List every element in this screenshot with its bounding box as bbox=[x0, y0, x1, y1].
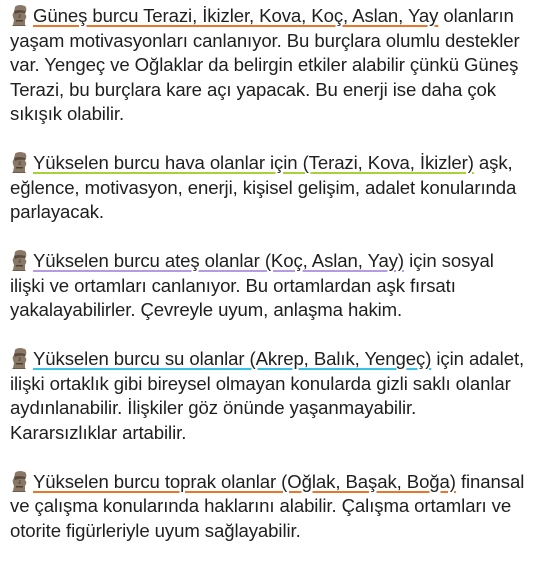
line-text: için sosyal bbox=[404, 250, 494, 271]
paragraph-line: eğlence, motivasyon, enerji, kişisel gelişim, adalet konularında bbox=[10, 176, 517, 198]
line-text: aşk, bbox=[473, 152, 513, 173]
paragraph-fire-signs bbox=[10, 249, 546, 323]
moai-icon bbox=[10, 348, 30, 369]
paragraph-line: var. Yengeç ve Oğlaklar da belirgin etkiler alabilir çünkü Güneş bbox=[10, 54, 519, 75]
highlighted-phrase: Yükselen burcu su olanlar (Akrep, Balık, Yengeç) bbox=[33, 348, 432, 369]
paragraph-earth-signs bbox=[10, 470, 546, 544]
paragraph-line: yakalayabilirler. Çevreyle uyum, anlaşma hakim. bbox=[10, 299, 403, 320]
paragraph-line: otorite figürleriyle uyum sağlayabilir. bbox=[10, 519, 301, 541]
paragraph-line: Kararsızlıklar artabilir. bbox=[10, 421, 187, 443]
paragraph-water-signs bbox=[10, 347, 546, 445]
paragraph-line: aydınlanabilir. İlişkiler göz önünde yaşanmayabilir. bbox=[10, 397, 417, 418]
moai-icon bbox=[10, 152, 30, 173]
paragraph-line bbox=[10, 151, 546, 176]
line-text: finansal bbox=[455, 470, 525, 492]
highlighted-phrase: Yükselen burcu ateş olanlar (Koç, Aslan, Yay) bbox=[33, 250, 405, 271]
paragraph-line: sıkışık olabilir. bbox=[10, 103, 125, 124]
paragraph-line bbox=[10, 4, 546, 29]
moai-icon bbox=[10, 250, 30, 271]
paragraph-line: Terazi, bu burçlara kare açı yapacak. Bu enerji ise daha çok bbox=[10, 78, 496, 100]
paragraph-line: ve çalışma konularında haklarını alabilir. Çalışma ortamları ve bbox=[10, 495, 512, 516]
line-text: olanların bbox=[438, 5, 514, 26]
post-content bbox=[10, 4, 546, 568]
paragraph-line bbox=[10, 347, 546, 372]
paragraph-air-signs bbox=[10, 151, 546, 225]
paragraph-line bbox=[10, 249, 546, 274]
highlighted-phrase: Yükselen burcu hava olanlar için (Terazi, Kova, İkizler) bbox=[33, 152, 474, 173]
paragraph-line: parlayacak. bbox=[10, 201, 104, 222]
paragraph-line: ilişki ve ortamları canlanıyor. Bu ortamlardan aşk fırsatı bbox=[10, 274, 456, 296]
highlighted-phrase: Yükselen burcu toprak olanlar (Oğlak, Başak, Boğa) bbox=[33, 470, 456, 492]
moai-icon bbox=[10, 471, 30, 492]
moai-icon bbox=[10, 5, 30, 26]
paragraph-line bbox=[10, 470, 546, 495]
paragraph-line: ilişki ortaklık gibi bireysel olmayan konularda gizli saklı olanlar bbox=[10, 372, 511, 394]
highlighted-phrase: Güneş burcu Terazi, İkizler, Kova, Koç, Aslan, Yay bbox=[33, 5, 439, 26]
line-text: için adalet, bbox=[431, 348, 525, 369]
paragraph-sun-sign bbox=[10, 4, 546, 127]
paragraph-line: yaşam motivasyonları canlanıyor. Bu burçlara olumlu destekler bbox=[10, 29, 520, 51]
